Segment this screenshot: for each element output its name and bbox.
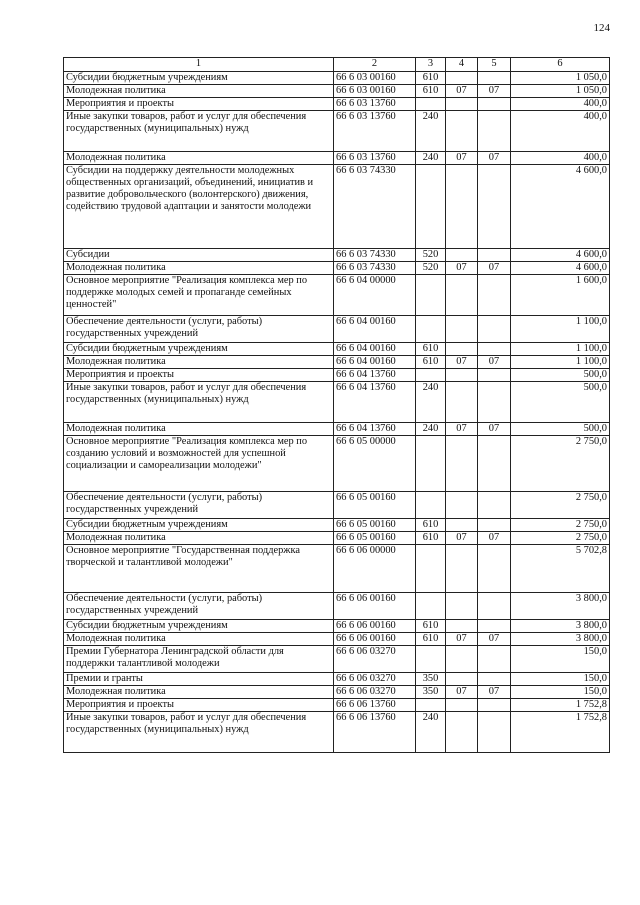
row-section: 07	[446, 85, 478, 98]
row-subsection	[478, 111, 511, 152]
table-row	[64, 492, 610, 519]
row-section	[446, 436, 478, 492]
row-amount: 400,0	[511, 152, 610, 165]
row-section	[446, 111, 478, 152]
row-section	[446, 492, 478, 519]
table-row	[64, 712, 610, 753]
row-code: 66 6 06 13760	[334, 699, 416, 712]
row-section	[446, 98, 478, 111]
table-row	[64, 152, 610, 165]
row-name: Обеспечение деятельности (услуги, работы) государственных учреждений	[64, 492, 334, 519]
table-row	[64, 382, 610, 423]
row-subsection	[478, 519, 511, 532]
row-name: Молодежная политика	[64, 85, 334, 98]
row-subsection	[478, 382, 511, 423]
row-code: 66 6 06 00160	[334, 593, 416, 620]
row-subsection	[478, 646, 511, 673]
table-row	[64, 369, 610, 382]
row-code: 66 6 04 00000	[334, 275, 416, 316]
row-subsection	[478, 275, 511, 316]
table-row	[64, 646, 610, 673]
row-code: 66 6 03 74330	[334, 249, 416, 262]
row-expense-type: 520	[416, 262, 446, 275]
row-section	[446, 519, 478, 532]
row-section	[446, 382, 478, 423]
row-expense-type	[416, 316, 446, 343]
row-code: 66 6 03 00160	[334, 85, 416, 98]
row-subsection: 07	[478, 262, 511, 275]
row-subsection: 07	[478, 85, 511, 98]
table-row	[64, 343, 610, 356]
budget-table	[63, 57, 610, 753]
row-name: Основное мероприятие "Реализация комплекса мер по поддержке молодых семей и пропаганде семейных ценностей"	[64, 275, 334, 316]
row-expense-type	[416, 275, 446, 316]
row-amount: 150,0	[511, 646, 610, 673]
row-expense-type	[416, 699, 446, 712]
row-section: 07	[446, 356, 478, 369]
table-row	[64, 423, 610, 436]
row-subsection	[478, 343, 511, 356]
row-code: 66 6 03 00160	[334, 72, 416, 85]
row-amount: 1 100,0	[511, 316, 610, 343]
row-amount: 4 600,0	[511, 165, 610, 249]
row-code: 66 6 05 00160	[334, 519, 416, 532]
table-row	[64, 436, 610, 492]
row-name: Мероприятия и проекты	[64, 699, 334, 712]
row-expense-type: 610	[416, 633, 446, 646]
table-row	[64, 673, 610, 686]
row-subsection: 07	[478, 633, 511, 646]
row-expense-type	[416, 436, 446, 492]
row-code: 66 6 04 13760	[334, 369, 416, 382]
row-section: 07	[446, 262, 478, 275]
row-amount: 150,0	[511, 673, 610, 686]
row-expense-type: 610	[416, 519, 446, 532]
row-section	[446, 249, 478, 262]
row-section	[446, 316, 478, 343]
table-row	[64, 356, 610, 369]
row-subsection: 07	[478, 356, 511, 369]
row-code: 66 6 04 13760	[334, 382, 416, 423]
row-subsection	[478, 436, 511, 492]
row-name: Молодежная политика	[64, 262, 334, 275]
table-row	[64, 620, 610, 633]
row-subsection	[478, 673, 511, 686]
row-code: 66 6 06 13760	[334, 712, 416, 753]
header-col-rz: 4	[446, 58, 478, 72]
header-col-code: 2	[334, 58, 416, 72]
row-code: 66 6 05 00000	[334, 436, 416, 492]
row-subsection	[478, 249, 511, 262]
row-subsection	[478, 98, 511, 111]
row-section	[446, 343, 478, 356]
row-amount: 150,0	[511, 686, 610, 699]
row-amount: 3 800,0	[511, 593, 610, 620]
row-subsection	[478, 712, 511, 753]
row-name: Иные закупки товаров, работ и услуг для обеспечения государственных (муниципальных) нужд	[64, 382, 334, 423]
row-expense-type	[416, 646, 446, 673]
row-section	[446, 275, 478, 316]
header-col-pr: 5	[478, 58, 511, 72]
row-name: Субсидии бюджетным учреждениям	[64, 620, 334, 633]
row-section	[446, 699, 478, 712]
row-section	[446, 545, 478, 593]
row-name: Молодежная политика	[64, 423, 334, 436]
row-amount: 4 600,0	[511, 262, 610, 275]
row-code: 66 6 05 00160	[334, 532, 416, 545]
row-name: Премии Губернатора Ленинградской области для поддержки талантливой молодежи	[64, 646, 334, 673]
row-expense-type	[416, 545, 446, 593]
row-code: 66 6 04 00160	[334, 343, 416, 356]
row-name: Обеспечение деятельности (услуги, работы) государственных учреждений	[64, 316, 334, 343]
table-row	[64, 686, 610, 699]
row-expense-type: 610	[416, 343, 446, 356]
row-amount: 3 800,0	[511, 633, 610, 646]
row-subsection	[478, 316, 511, 343]
row-subsection	[478, 699, 511, 712]
row-name: Субсидии бюджетным учреждениям	[64, 72, 334, 85]
row-subsection	[478, 165, 511, 249]
row-name: Молодежная политика	[64, 633, 334, 646]
row-expense-type: 520	[416, 249, 446, 262]
row-expense-type: 350	[416, 686, 446, 699]
row-code: 66 6 03 13760	[334, 98, 416, 111]
row-code: 66 6 03 74330	[334, 262, 416, 275]
table-row	[64, 519, 610, 532]
row-expense-type	[416, 98, 446, 111]
row-section	[446, 673, 478, 686]
row-section: 07	[446, 532, 478, 545]
row-amount: 500,0	[511, 369, 610, 382]
table-row	[64, 699, 610, 712]
table-row	[64, 165, 610, 249]
row-name: Молодежная политика	[64, 686, 334, 699]
row-code: 66 6 06 00160	[334, 633, 416, 646]
row-amount: 500,0	[511, 382, 610, 423]
row-code: 66 6 05 00160	[334, 492, 416, 519]
row-name: Обеспечение деятельности (услуги, работы) государственных учреждений	[64, 593, 334, 620]
row-name: Молодежная политика	[64, 152, 334, 165]
row-amount: 400,0	[511, 111, 610, 152]
row-expense-type: 610	[416, 356, 446, 369]
row-section: 07	[446, 633, 478, 646]
row-code: 66 6 06 00000	[334, 545, 416, 593]
row-subsection	[478, 593, 511, 620]
page-number: 124	[593, 22, 610, 34]
table-row	[64, 85, 610, 98]
row-code: 66 6 03 74330	[334, 165, 416, 249]
row-section: 07	[446, 423, 478, 436]
row-expense-type: 240	[416, 712, 446, 753]
row-expense-type: 350	[416, 673, 446, 686]
row-section	[446, 72, 478, 85]
row-amount: 1 752,8	[511, 712, 610, 753]
row-expense-type: 240	[416, 382, 446, 423]
row-name: Основное мероприятие "Реализация комплекса мер по созданию условий и возможностей для успешной социализации и самореализации молодежи"	[64, 436, 334, 492]
row-expense-type	[416, 165, 446, 249]
row-name: Субсидии	[64, 249, 334, 262]
row-amount: 1 100,0	[511, 356, 610, 369]
table-row	[64, 72, 610, 85]
row-section	[446, 369, 478, 382]
row-section	[446, 165, 478, 249]
row-expense-type	[416, 593, 446, 620]
row-expense-type: 240	[416, 423, 446, 436]
row-amount: 1 752,8	[511, 699, 610, 712]
row-name: Мероприятия и проекты	[64, 98, 334, 111]
header-col-amount: 6	[511, 58, 610, 72]
row-subsection	[478, 369, 511, 382]
row-code: 66 6 04 13760	[334, 423, 416, 436]
row-name: Субсидии бюджетным учреждениям	[64, 519, 334, 532]
row-name: Молодежная политика	[64, 356, 334, 369]
row-section	[446, 646, 478, 673]
header-col-vr: 3	[416, 58, 446, 72]
row-section	[446, 593, 478, 620]
table-row	[64, 633, 610, 646]
table-row	[64, 545, 610, 593]
table-row	[64, 262, 610, 275]
row-amount: 2 750,0	[511, 436, 610, 492]
row-name: Субсидии на поддержку деятельности молодежных общественных организаций, объединений, инициатив и развитие добровольческого (волонтерского) движения, содействию трудовой адаптации и занятости молодежи	[64, 165, 334, 249]
row-subsection	[478, 545, 511, 593]
table-row	[64, 275, 610, 316]
row-subsection	[478, 492, 511, 519]
row-section	[446, 712, 478, 753]
row-amount: 1 050,0	[511, 85, 610, 98]
row-name: Мероприятия и проекты	[64, 369, 334, 382]
row-name: Премии и гранты	[64, 673, 334, 686]
row-amount: 2 750,0	[511, 492, 610, 519]
row-subsection: 07	[478, 423, 511, 436]
row-code: 66 6 04 00160	[334, 356, 416, 369]
row-name: Молодежная политика	[64, 532, 334, 545]
row-expense-type: 610	[416, 532, 446, 545]
table-row	[64, 249, 610, 262]
row-expense-type: 240	[416, 111, 446, 152]
row-expense-type: 610	[416, 620, 446, 633]
row-subsection: 07	[478, 686, 511, 699]
row-section	[446, 620, 478, 633]
row-expense-type	[416, 369, 446, 382]
row-amount: 1 600,0	[511, 275, 610, 316]
row-expense-type: 610	[416, 72, 446, 85]
row-amount: 400,0	[511, 98, 610, 111]
table-row	[64, 532, 610, 545]
table-row	[64, 111, 610, 152]
row-amount: 4 600,0	[511, 249, 610, 262]
row-amount: 5 702,8	[511, 545, 610, 593]
row-amount: 500,0	[511, 423, 610, 436]
table-row	[64, 593, 610, 620]
row-code: 66 6 04 00160	[334, 316, 416, 343]
row-amount: 2 750,0	[511, 519, 610, 532]
row-amount: 3 800,0	[511, 620, 610, 633]
row-subsection	[478, 620, 511, 633]
row-expense-type	[416, 492, 446, 519]
row-amount: 1 100,0	[511, 343, 610, 356]
row-subsection: 07	[478, 152, 511, 165]
row-subsection: 07	[478, 532, 511, 545]
row-code: 66 6 06 03270	[334, 686, 416, 699]
table-row	[64, 98, 610, 111]
row-code: 66 6 06 03270	[334, 646, 416, 673]
header-col-name: 1	[64, 58, 334, 72]
row-code: 66 6 03 13760	[334, 152, 416, 165]
row-name: Иные закупки товаров, работ и услуг для обеспечения государственных (муниципальных) нужд	[64, 712, 334, 753]
table-row	[64, 316, 610, 343]
row-code: 66 6 06 00160	[334, 620, 416, 633]
row-subsection	[478, 72, 511, 85]
row-name: Основное мероприятие "Государственная поддержка творческой и талантливой молодежи"	[64, 545, 334, 593]
row-code: 66 6 06 03270	[334, 673, 416, 686]
row-expense-type: 240	[416, 152, 446, 165]
row-name: Субсидии бюджетным учреждениям	[64, 343, 334, 356]
row-amount: 1 050,0	[511, 72, 610, 85]
row-name: Иные закупки товаров, работ и услуг для обеспечения государственных (муниципальных) нужд	[64, 111, 334, 152]
row-code: 66 6 03 13760	[334, 111, 416, 152]
row-expense-type: 610	[416, 85, 446, 98]
row-amount: 2 750,0	[511, 532, 610, 545]
table-header-row	[64, 58, 610, 72]
row-section: 07	[446, 152, 478, 165]
row-section: 07	[446, 686, 478, 699]
